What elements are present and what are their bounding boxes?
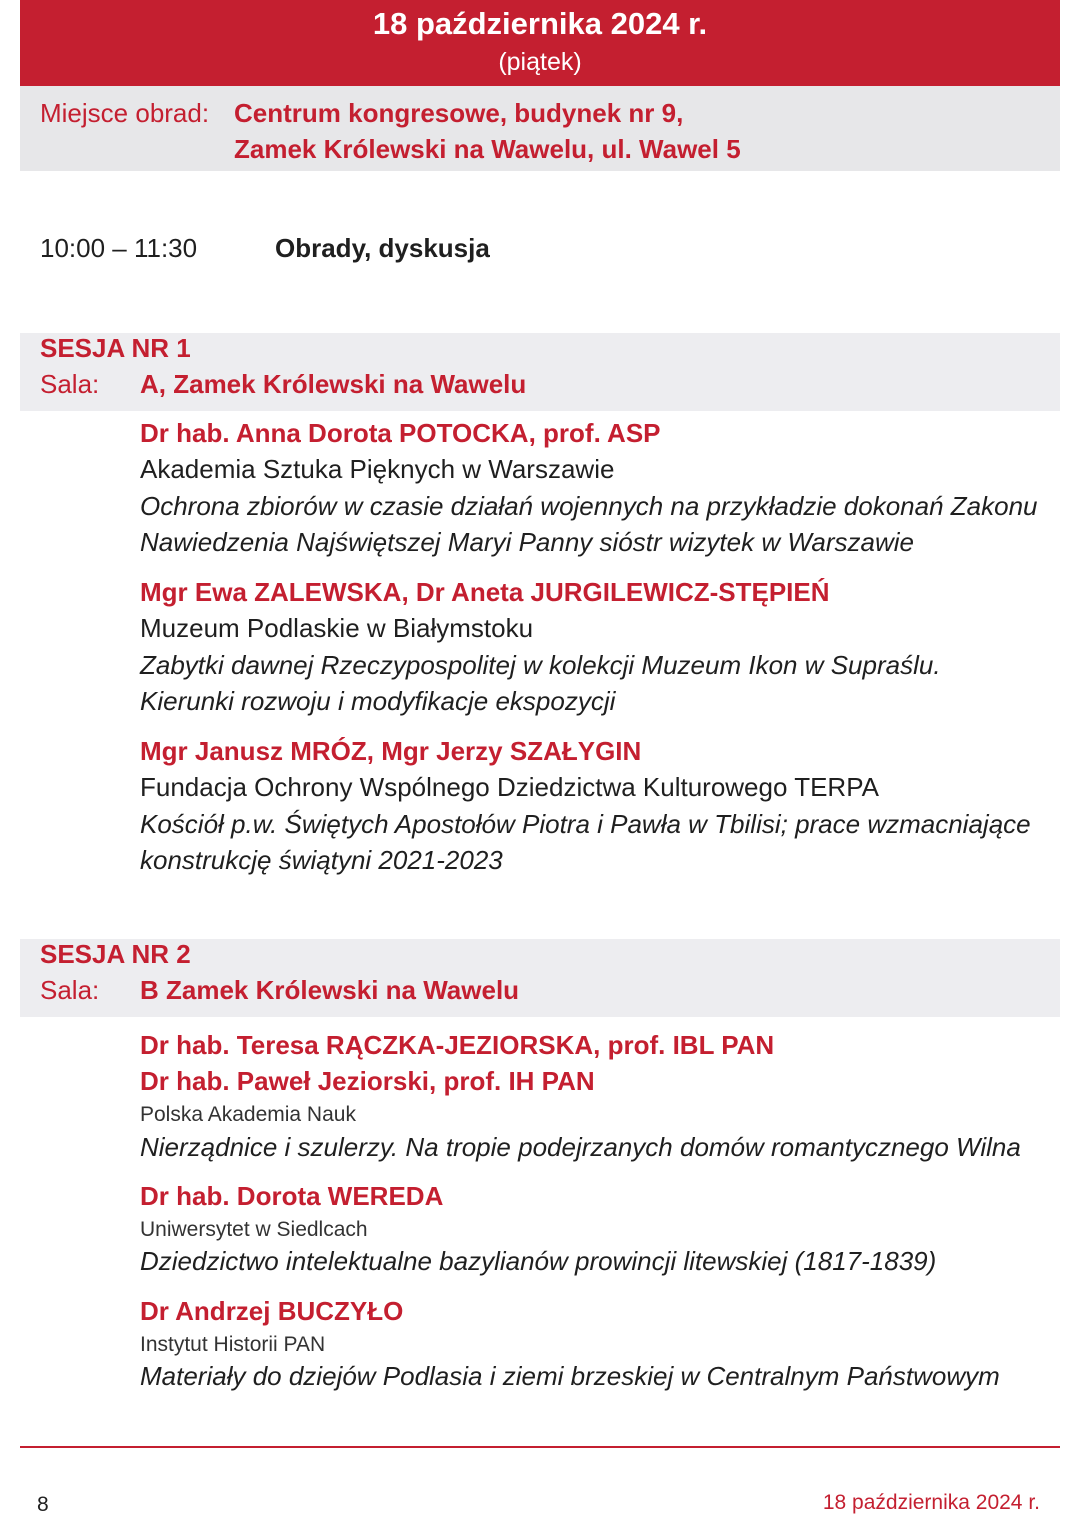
talk-title-line-1: Zabytki dawnej Rzeczypospolitej w kolekcji Muzeum Ikon w Supraślu. (140, 650, 941, 680)
talk-speakers: Mgr Ewa ZALEWSKA, Dr Aneta JURGILEWICZ-STĘPIEŃ (140, 577, 830, 607)
talk-title: Nierządnice i szulerzy. Na tropie podejrzanych domów romantycznego Wilna (140, 1132, 1021, 1162)
venue-band (20, 86, 1060, 171)
talk-speakers: Dr Andrzej BUCZYŁO (140, 1296, 404, 1326)
session-1-sala: A, Zamek Królewski na Wawelu (140, 369, 527, 399)
session-1-header (20, 333, 1060, 411)
talk-institution: Akademia Sztuka Pięknych w Warszawie (140, 454, 615, 484)
talk-institution: Muzeum Podlaskie w Białymstoku (140, 613, 534, 643)
talk-institution: Uniwersytet w Siedlcach (140, 1218, 368, 1241)
talk-title-line-2: konstrukcję świątyni 2021-2023 (140, 845, 503, 875)
footer-date: 18 października 2024 r. (822, 1491, 1040, 1514)
talk-title-line-2: Nawiedzenia Najświętszej Maryi Panny sióstr wizytek w Warszawie (140, 527, 914, 557)
session-1-title: SESJA NR 1 (40, 333, 191, 363)
session-1-sala-label: Sala: (40, 369, 100, 399)
talk-title: Materiały do dziejów Podlasia i ziemi brzeskiej w Centralnym Państwowym (140, 1361, 1000, 1391)
talk-speakers: Mgr Janusz MRÓZ, Mgr Jerzy SZAŁYGIN (140, 736, 642, 766)
header-day: (piątek) (498, 48, 582, 76)
page-number: 8 (37, 1493, 49, 1516)
talk-speaker-line-2: Dr hab. Paweł Jeziorski, prof. IH PAN (140, 1066, 595, 1096)
talk-speakers: Dr hab. Anna Dorota POTOCKA, prof. ASP (140, 418, 661, 448)
talk-title-line-1: Ochrona zbiorów w czasie działań wojennych na przykładzie dokonań Zakonu (140, 491, 1038, 521)
header-date: 18 października 2024 r. (372, 6, 708, 41)
session-2-title: SESJA NR 2 (40, 939, 191, 969)
session-2-sala: B Zamek Królewski na Wawelu (140, 975, 520, 1005)
talk-speaker-line-1: Dr hab. Teresa RĄCZKA-JEZIORSKA, prof. IBL PAN (140, 1030, 775, 1060)
session-2-header (20, 939, 1060, 1017)
venue-line-1: Centrum kongresowe, budynek nr 9, (234, 98, 684, 128)
session-2-sala-label: Sala: (40, 975, 100, 1005)
talk-speakers: Dr hab. Dorota WEREDA (140, 1181, 444, 1211)
agenda-time: 10:00 – 11:30 (40, 233, 198, 263)
talk-institution: Fundacja Ochrony Wspólnego Dziedzictwa Kulturowego TERPA (140, 772, 879, 802)
venue-line-2: Zamek Królewski na Wawelu, ul. Wawel 5 (234, 134, 741, 164)
date-header (20, 0, 1060, 86)
talk-title-line-2: Kierunki rozwoju i modyfikacje ekspozycji (140, 686, 616, 716)
talk-title: Dziedzictwo intelektualne bazylianów prowincji litewskiej (1817-1839) (140, 1246, 937, 1276)
talk-institution: Instytut Historii PAN (140, 1333, 326, 1356)
talk-institution: Polska Akademia Nauk (140, 1103, 356, 1126)
footer-divider (20, 1446, 1060, 1448)
agenda-event: Obrady, dyskusja (275, 233, 490, 263)
talk-title-line-1: Kościół p.w. Świętych Apostołów Piotra i Pawła w Tbilisi; prace wzmacniające (140, 809, 1031, 839)
venue-label: Miejsce obrad: (40, 98, 210, 128)
